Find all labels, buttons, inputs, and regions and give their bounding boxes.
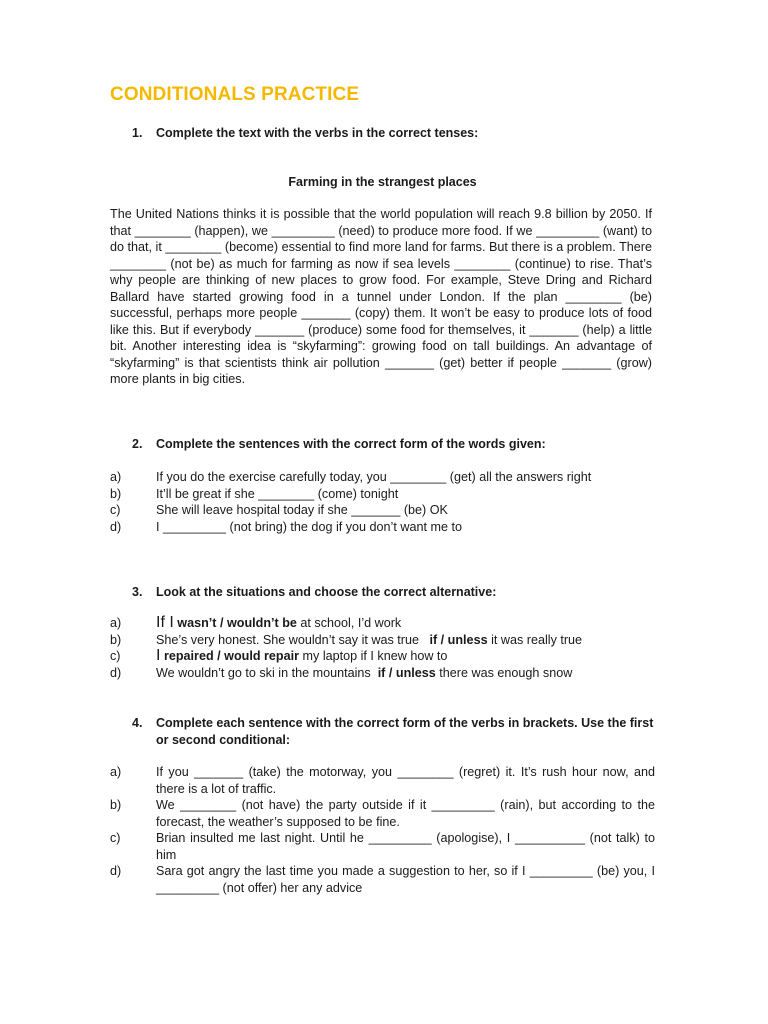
item-text-end: my laptop if I knew how to [299, 649, 448, 663]
question-3-heading [110, 584, 655, 601]
alternative-options: repaired / would repair [163, 649, 300, 663]
question-number: 2. [132, 437, 143, 451]
item-label: b) [110, 486, 122, 501]
question-3 [110, 584, 655, 681]
item-label: d) [110, 864, 122, 878]
item-text: She will leave hospital today if she _______ (be) OK [156, 503, 448, 517]
item-label: b) [110, 798, 122, 812]
item-text: Brian insulted me last night. Until he _________ (apologise), I __________ (not talk) to him [156, 831, 655, 862]
list-item [110, 615, 655, 632]
item-text: I _________ (not bring) the dog if you don’t want me to [156, 519, 462, 534]
question-1 [110, 125, 655, 142]
item-text: We ________ (not have) the party outside if it _________ (rain), but according to the forecast, the weather’s supposed to be fine. [156, 798, 655, 829]
alternative-options: if / unless [377, 665, 436, 680]
reading-paragraph: The United Nations thinks it is possible that the world population will reach 9.8 billion by 2050. If that ________ (happen), we _________ (need) to produce more food. If we _________ (want) to do that, it ________ (become) essential to find more land for farms. But there is a problem. There ________ (not be) as much for farming as now if sea levels ________ (continue) to rise. That’s why people are thinking of new places to grow food. For example, Steve Dring and Richard Ballard have started growing food in a tunnel under London. If the plan ________ (be) successful, perhaps more people _______ (copy) them. It won’t be easy to produce lots of food like this. But if everybody _______ (produce) some food for themselves, it _______ (help) a little bit. Another interesting idea is “skyfarming”: growing food on tall buildings. An advantage of “skyfarming” is that scientists think air pollution _______ (get) better if people _______ (grow) more plants in big cities. [110, 207, 652, 386]
alternative-options: wasn’t / wouldn’t be [177, 616, 297, 630]
alternative-options: if / unless [429, 632, 488, 647]
item-text: If you do the exercise carefully today, you ________ (get) all the answers right [156, 470, 592, 484]
question-instruction: Complete the text with the verbs in the correct tenses: [156, 126, 479, 140]
list-item [110, 486, 655, 503]
item-text-end: there was enough snow [435, 665, 573, 680]
item-label: c) [110, 649, 121, 663]
question-4 [110, 715, 655, 896]
item-text: Sara got angry the last time you made a suggestion to her, so if I _________ (be) you, I _________ (not offer) her any advice [156, 864, 655, 895]
item-label: c) [110, 503, 121, 517]
list-item [110, 469, 655, 486]
question-number: 1. [132, 126, 143, 140]
question-2-items [110, 469, 655, 535]
item-text: It’ll be great if she ________ (come) tonight [156, 486, 399, 501]
list-item [110, 863, 655, 896]
list-item [110, 632, 655, 649]
item-label: a) [110, 470, 122, 484]
question-1-heading [110, 125, 655, 142]
list-item [110, 502, 655, 519]
item-text-start: I [156, 647, 161, 664]
question-instruction: Complete each sentence with the correct form of the verbs in brackets. Use the first or second conditional: [156, 716, 654, 747]
page-title: CONDITIONALS PRACTICE [110, 84, 360, 105]
list-item [110, 764, 655, 797]
item-text-end: at school, I’d work [296, 616, 402, 630]
question-2 [110, 436, 655, 535]
item-label: d) [110, 519, 122, 534]
reading-subtitle: Farming in the strangest places [288, 175, 477, 189]
item-text: If you _______ (take) the motorway, you ________ (regret) it. It’s rush hour now, and there is a lot of traffic. [156, 765, 655, 796]
question-number: 3. [132, 585, 143, 599]
question-3-items [110, 615, 655, 681]
question-4-items [110, 764, 655, 896]
list-item [110, 830, 655, 863]
item-label: b) [110, 632, 122, 647]
item-label: a) [110, 616, 122, 630]
list-item [110, 519, 655, 536]
item-label: c) [110, 831, 121, 845]
item-text-end: it was really true [487, 632, 583, 647]
list-item [110, 648, 655, 665]
item-text-start: We wouldn’t go to ski in the mountains [156, 665, 371, 680]
question-4-heading [110, 715, 655, 749]
item-label: a) [110, 765, 122, 779]
list-item [110, 665, 655, 682]
question-instruction: Look at the situations and choose the correct alternative: [156, 585, 497, 599]
item-label: d) [110, 665, 122, 680]
item-text-start: She’s very honest. She wouldn’t say it was true [156, 632, 419, 647]
list-item [110, 797, 655, 830]
item-text-start: If I [156, 614, 174, 631]
question-number: 4. [132, 716, 143, 730]
question-2-heading [110, 436, 655, 453]
question-instruction: Complete the sentences with the correct form of the words given: [156, 437, 546, 451]
